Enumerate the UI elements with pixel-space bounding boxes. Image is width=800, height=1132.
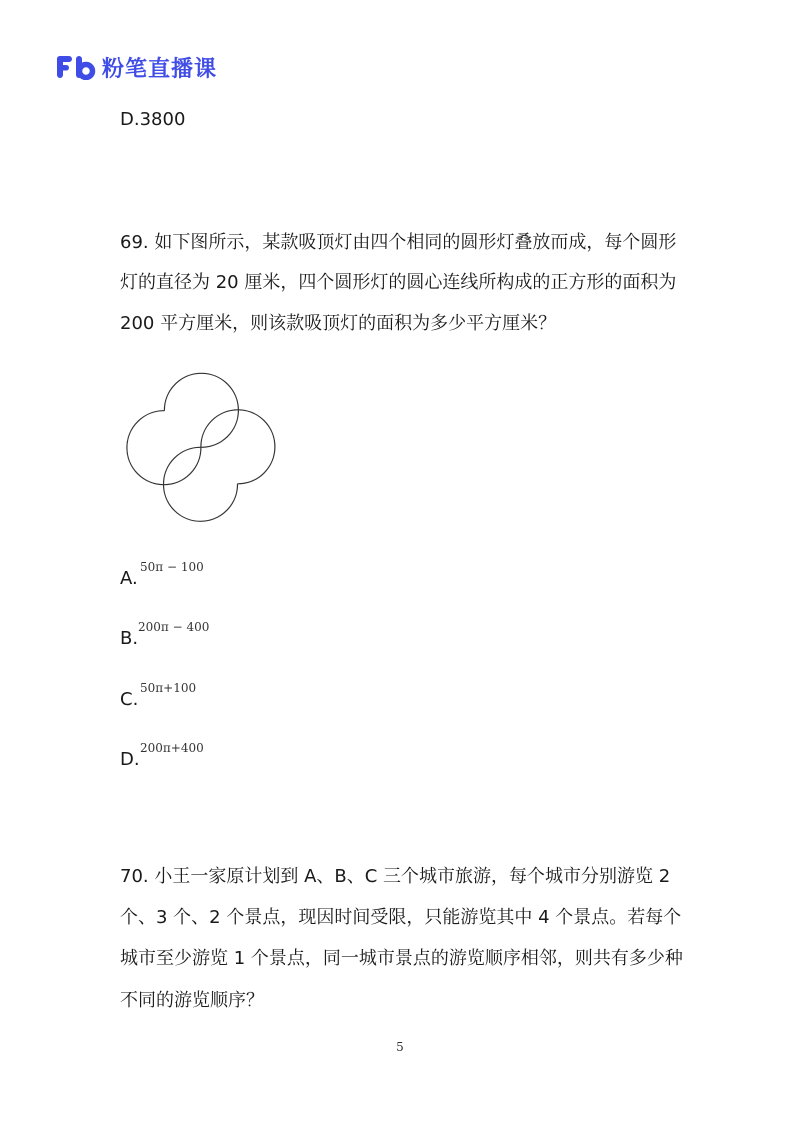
option-c-label: C. [120, 689, 139, 710]
q70-line-2: 个、3 个、2 个景点，现因时间受限，只能游览其中 4 个景点。若每个 [120, 907, 682, 928]
option-d-expr: 200π+400 [140, 741, 204, 755]
circle-top [164, 373, 238, 447]
circle-right [201, 410, 275, 484]
four-circles-figure [116, 368, 286, 532]
prev-option-d: D.3800 [120, 109, 186, 130]
header-logo [56, 52, 217, 82]
q69-line-2: 灯的直径为 20 厘米，四个圆形灯的圆心连线所构成的正方形的面积为 [120, 272, 677, 293]
logo-text: 粉笔直播课 [102, 56, 218, 82]
q70-line-4: 不同的游览顺序？ [120, 990, 264, 1011]
option-b-expr: 200π − 400 [138, 620, 210, 634]
option-c-expr: 50π+100 [140, 681, 197, 695]
circle-left [127, 411, 201, 485]
option-d-label: D. [120, 749, 140, 770]
q70-line-1: 70. 小王一家原计划到 A、B、C 三个城市旅游，每个城市分别游览 2 [120, 866, 671, 887]
fb-logo-icon [56, 54, 96, 80]
circle-bottom [164, 447, 238, 521]
option-a-label: A. [120, 568, 138, 589]
option-b-label: B. [120, 628, 139, 649]
q69-line-1: 69. 如下图所示，某款吸顶灯由四个相同的圆形灯叠放而成，每个圆形 [120, 232, 677, 253]
q69-line-3: 200 平方厘米，则该款吸顶灯的面积为多少平方厘米？ [120, 313, 557, 334]
q70-line-3: 城市至少游览 1 个景点，同一城市景点的游览顺序相邻，则共有多少种 [120, 948, 683, 969]
page-number: 5 [396, 1040, 404, 1054]
option-a-expr: 50π − 100 [140, 560, 204, 574]
